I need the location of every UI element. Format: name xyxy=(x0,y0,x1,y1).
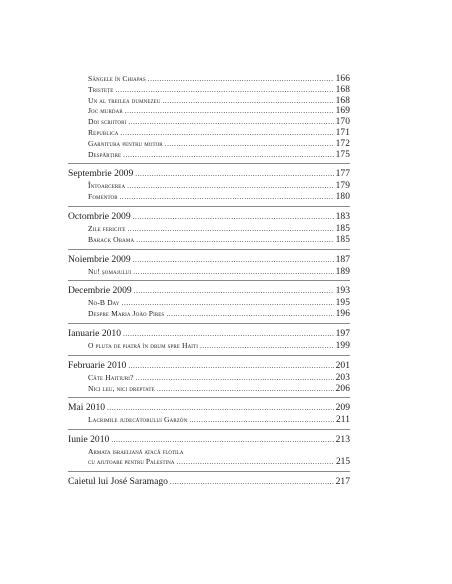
toc-entry-page-number: 209 xyxy=(335,402,350,414)
dot-leader xyxy=(128,224,334,235)
toc-entry-article[interactable] xyxy=(88,373,350,384)
toc-entry-month[interactable] xyxy=(68,210,350,224)
toc-entry-title: Nici leu, nici dreptate xyxy=(88,383,155,393)
dot-leader xyxy=(136,235,333,246)
toc-entry-month[interactable] xyxy=(68,167,350,181)
toc-entry-article[interactable] xyxy=(88,298,350,309)
toc-entry-title: Sângele în Chiapas xyxy=(88,74,146,83)
toc-entry-title: cu ajutoare pentru Palestina xyxy=(88,457,175,467)
toc-entry-title: Septembrie 2009 xyxy=(68,168,134,180)
dot-leader xyxy=(157,384,334,395)
toc-entry-page-number: 203 xyxy=(335,372,350,383)
dot-leader xyxy=(107,402,334,415)
toc-entry-title: O pluta de piatră în drum spre Haiti xyxy=(88,340,198,350)
toc-entry-page-number: 168 xyxy=(335,84,350,95)
dot-leader xyxy=(166,309,333,320)
toc-entry-multiline[interactable] xyxy=(88,447,350,467)
dot-leader xyxy=(123,150,333,161)
toc-entry-article[interactable] xyxy=(88,415,350,426)
dot-leader xyxy=(120,192,334,203)
toc-entry-title: Decembrie 2009 xyxy=(68,285,132,297)
toc-entry-page-number: 215 xyxy=(335,457,350,468)
toc-entry-article[interactable] xyxy=(88,106,350,117)
toc-entry-page-number: 189 xyxy=(335,266,350,277)
toc-entry-page-number: 172 xyxy=(335,138,350,149)
toc-entry-article[interactable] xyxy=(88,96,350,107)
toc-entry-page-number: 187 xyxy=(335,253,350,265)
dot-leader xyxy=(148,74,334,85)
toc-entry-page-number: 206 xyxy=(335,383,350,394)
dot-leader xyxy=(127,181,333,192)
section-divider xyxy=(68,323,350,324)
toc-entry-title: Barack Obama xyxy=(88,234,135,244)
toc-entry-page-number: 193 xyxy=(335,285,350,297)
toc-entry-article[interactable] xyxy=(88,224,350,235)
toc-entry-page-number: 217 xyxy=(335,475,350,487)
toc-entry-page-number: 195 xyxy=(335,298,350,309)
toc-entry-title: Joc murdar xyxy=(88,106,123,116)
dot-leader xyxy=(120,128,333,139)
dot-leader xyxy=(177,457,334,467)
toc-entry-month[interactable] xyxy=(68,359,350,373)
toc-entry-article[interactable] xyxy=(88,267,350,278)
dot-leader xyxy=(125,106,334,117)
toc-entry-title: Doi scriitori xyxy=(88,117,127,127)
section-divider xyxy=(68,280,350,281)
dot-leader xyxy=(123,328,334,341)
section-divider xyxy=(68,397,350,398)
dot-leader xyxy=(165,139,334,150)
dot-leader xyxy=(163,96,334,107)
toc-entry-title: Caietul lui José Saramago xyxy=(68,475,168,487)
dot-leader xyxy=(115,85,333,96)
toc-entry-title: Republica xyxy=(88,127,119,137)
dot-leader xyxy=(133,254,334,267)
dot-leader xyxy=(133,267,333,278)
toc-entry-title: Octombrie 2009 xyxy=(68,210,131,222)
section-divider xyxy=(68,471,350,472)
section-divider xyxy=(68,249,350,250)
toc-entry-month[interactable] xyxy=(68,253,350,267)
toc-entry-page-number: 170 xyxy=(335,117,350,128)
toc-entry-article[interactable] xyxy=(88,139,350,150)
toc-entry-page-number: 179 xyxy=(335,181,350,192)
toc-entry-page-number: 177 xyxy=(335,168,350,180)
toc-entry-page-number: 171 xyxy=(335,127,350,138)
toc-entry-title: No-B Day xyxy=(88,298,120,308)
dot-leader xyxy=(189,415,334,426)
section-divider xyxy=(68,355,350,356)
dot-leader xyxy=(111,434,333,447)
toc-entry-article[interactable] xyxy=(88,85,350,96)
dot-leader xyxy=(200,341,334,352)
toc-entry-page-number: 183 xyxy=(335,210,350,222)
toc-entry-page-number: 211 xyxy=(335,415,350,426)
toc-entry-article[interactable] xyxy=(88,192,350,203)
toc-entry-page-number: 180 xyxy=(335,192,350,203)
dot-leader xyxy=(136,373,334,384)
toc-entry-page-number: 168 xyxy=(335,95,350,106)
toc-entry-title: Despărțire xyxy=(88,149,122,159)
toc-entry-page-number: 197 xyxy=(335,327,350,339)
toc-entry-article[interactable] xyxy=(88,384,350,395)
toc-entry-title: Despre Maria João Pires xyxy=(88,309,165,319)
toc-entry-page-number: 185 xyxy=(335,223,350,234)
toc-entry-page-number: 185 xyxy=(335,234,350,245)
dot-leader xyxy=(133,211,334,224)
section-divider xyxy=(68,206,350,207)
section-divider xyxy=(68,163,350,164)
toc-entry-title: Noiembrie 2009 xyxy=(68,253,131,265)
toc-entry-title: Fomentor xyxy=(88,192,118,202)
dot-leader xyxy=(122,298,334,309)
toc-entry-article[interactable] xyxy=(88,150,350,161)
table-of-contents xyxy=(68,74,350,489)
toc-entry-title: Un al treilea dumnezeu xyxy=(88,95,161,105)
toc-entry-page-number: 169 xyxy=(335,106,350,117)
toc-entry-article[interactable] xyxy=(88,235,350,246)
dot-leader xyxy=(170,476,334,489)
dot-leader xyxy=(135,168,333,181)
toc-entry-article[interactable] xyxy=(88,181,350,192)
toc-entry-page-number: 196 xyxy=(335,309,350,320)
toc-entry-page-number: 213 xyxy=(335,434,350,446)
toc-entry-title: Ianuarie 2010 xyxy=(68,327,122,339)
toc-entry-title: Iunie 2010 xyxy=(68,434,110,446)
toc-entry-page-number: 175 xyxy=(335,149,350,160)
toc-entry-month[interactable] xyxy=(68,327,350,341)
toc-entry-title: Tristețe xyxy=(88,84,114,94)
toc-entry-article[interactable] xyxy=(88,117,350,128)
toc-entry-title-line1: Armata israeliană atacă flotila xyxy=(88,447,184,457)
toc-entry-article[interactable] xyxy=(88,341,350,352)
toc-entry-article[interactable] xyxy=(88,309,350,320)
toc-entry-page-number: 199 xyxy=(335,340,350,351)
toc-entry-title: Nu! șomajului xyxy=(88,266,132,276)
toc-entry-month[interactable] xyxy=(68,433,350,447)
toc-entry-article[interactable] xyxy=(88,128,350,139)
toc-entry-page-number: 201 xyxy=(335,359,350,371)
toc-entry-title: Februarie 2010 xyxy=(68,359,127,371)
section-divider xyxy=(68,429,350,430)
toc-entry-title: Garnitura pentru motor xyxy=(88,138,163,148)
toc-entry-article[interactable] xyxy=(88,74,350,85)
dot-leader xyxy=(134,285,334,298)
toc-entry-title: Întoarcerea xyxy=(88,181,126,191)
toc-entry-title: Mai 2010 xyxy=(68,402,106,414)
toc-entry-month[interactable] xyxy=(68,401,350,415)
toc-entry-title: Lacrimile judecătorului Garzón xyxy=(88,415,188,425)
dot-leader xyxy=(128,360,333,373)
dot-leader xyxy=(128,117,333,128)
toc-entry-title: Zile fericite xyxy=(88,223,126,233)
toc-entry-month[interactable] xyxy=(68,475,350,489)
toc-entry-title: Câte Haitiuri? xyxy=(88,372,134,382)
toc-entry-page-number: 166 xyxy=(335,74,350,84)
toc-entry-month[interactable] xyxy=(68,284,350,298)
